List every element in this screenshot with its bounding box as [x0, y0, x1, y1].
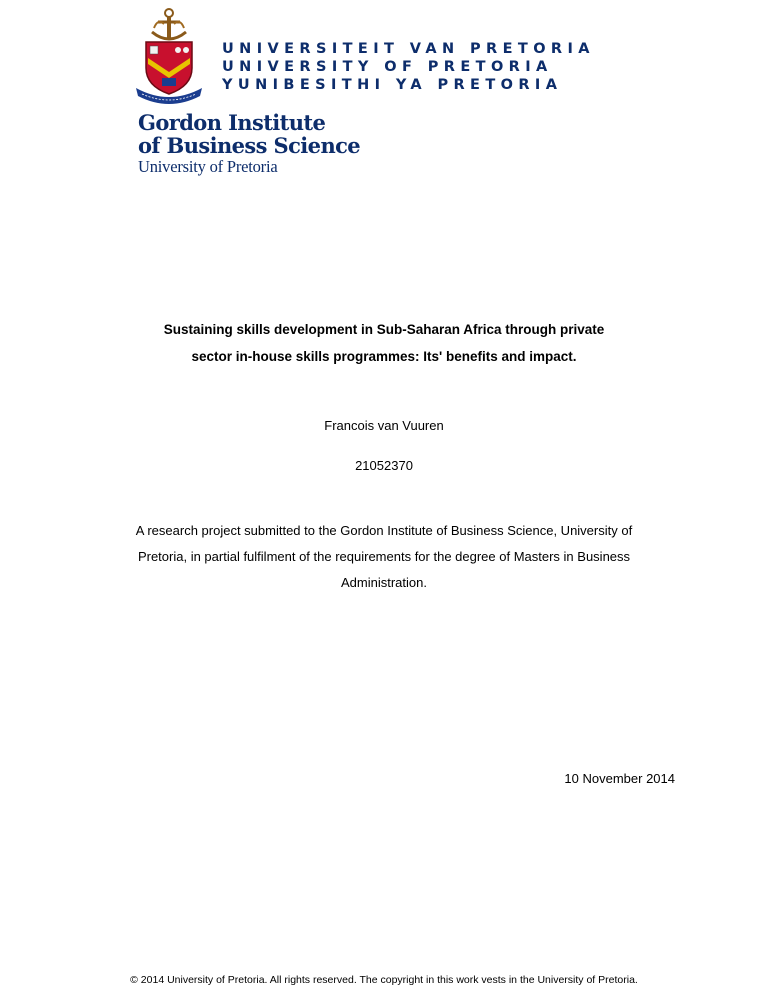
- anchor-emblem: [152, 9, 186, 39]
- university-name-sepedi: YUNIBESITHI YA PRETORIA: [222, 77, 563, 93]
- title-line: sector in-house skills programmes: Its' benefits and impact.: [191, 349, 577, 364]
- copyright-notice: © 2014 University of Pretoria. All rights reserved. The copyright in this work vests in the University of Pretoria.: [130, 974, 638, 986]
- document-title: [100, 316, 668, 370]
- author-name: Francois van Vuuren: [324, 418, 444, 433]
- gibs-logo-line3: University of Pretoria: [138, 157, 278, 176]
- gibs-logo: [138, 111, 360, 177]
- student-number: 21052370: [355, 458, 413, 473]
- submission-date: 10 November 2014: [564, 771, 675, 786]
- university-names: [222, 40, 595, 94]
- title-line: Sustaining skills development in Sub-Saharan Africa through private: [163, 322, 605, 337]
- statement-line: Administration.: [341, 575, 427, 590]
- statement-line: Pretoria, in partial fulfilment of the requirements for the degree of Masters in Business: [137, 549, 631, 564]
- gibs-logo-line1: Gordon Institute: [138, 110, 326, 135]
- university-name-english: UNIVERSITY OF PRETORIA: [222, 59, 553, 75]
- statement-line: A research project submitted to the Gordon Institute of Business Science, University of: [135, 523, 633, 538]
- gibs-logo-line2: of Business Science: [138, 133, 361, 158]
- submission-statement: [110, 518, 658, 596]
- university-name-afrikaans: UNIVERSITEIT VAN PRETORIA: [222, 41, 595, 57]
- university-crest-icon: [134, 6, 204, 104]
- shield: [146, 42, 192, 94]
